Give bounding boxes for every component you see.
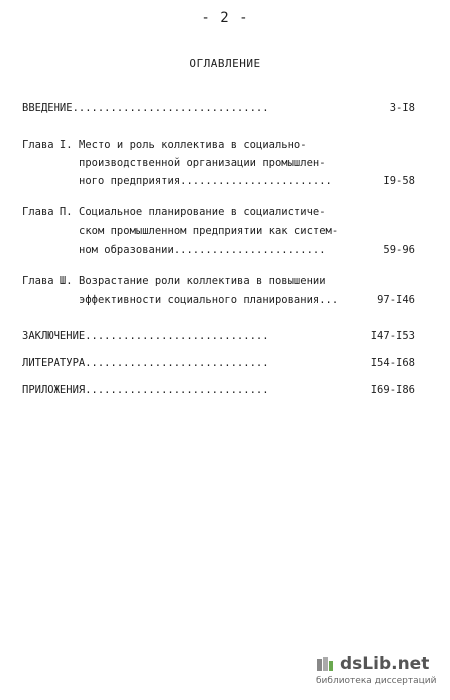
toc-entry-pages: 59-96 [383, 244, 415, 256]
toc-entry-chapter-2-line-3 [22, 240, 427, 260]
toc-entry-label: ного предприятия........................ [79, 175, 332, 187]
toc-entry-label: ном образовании........................ [79, 244, 326, 256]
toc-entry-chapter-2-line-1 [22, 202, 427, 222]
chapter-prefix: Глава П. [22, 206, 73, 218]
toc-entry-appendices [22, 380, 427, 400]
toc-entry-chapter-3-line-1 [22, 271, 427, 291]
toc-entry-chapter-1-line-3 [22, 171, 427, 191]
toc-entry-chapter-1-line-1 [22, 135, 427, 155]
dslib-logo-icon [316, 656, 334, 674]
toc-entry-pages: 97-I46 [377, 294, 415, 306]
toc-entry-pages: I54-I68 [370, 357, 415, 369]
toc-entry-pages: 3-I8 [389, 102, 415, 114]
toc-entry-label: ском промышленном предприятии как систем- [79, 225, 339, 237]
toc-entry-label: ЗАКЛЮЧЕНИЕ............................. [22, 330, 269, 342]
toc-entry-conclusion [22, 326, 427, 346]
dslib-watermark[interactable] [316, 654, 436, 690]
toc-entry-label: Место и роль коллектива в социально- [79, 139, 307, 151]
dslib-subtitle: библиотека диссертаций [316, 676, 437, 686]
toc-entry-label: Возрастание роли коллектива в повышении [79, 275, 326, 287]
toc-entry-label: ПРИЛОЖЕНИЯ............................. [22, 384, 269, 396]
chapter-prefix: Глава I. [22, 139, 73, 151]
toc-entry-pages: I69-I86 [370, 384, 415, 396]
toc-entry-label: производственной организации промышлен- [79, 157, 326, 169]
toc-entry-bibliography [22, 353, 427, 373]
toc-entry-chapter-2-line-2 [22, 221, 427, 241]
chapter-prefix: Глава Ш. [22, 275, 73, 287]
toc-entry-chapter-3-line-2 [22, 290, 427, 310]
page-number: - 2 - [201, 10, 249, 26]
toc-entry-introduction [22, 98, 427, 118]
toc-entry-chapter-1-line-2 [22, 153, 427, 173]
dslib-logo-text: dsLib.net [340, 654, 430, 674]
toc-entry-label: ЛИТЕРАТУРА............................. [22, 357, 269, 369]
toc-title: ОГЛАВЛЕНИЕ [189, 57, 261, 70]
toc-entry-label: эффективности социального планирования... [79, 294, 339, 306]
toc-entry-label: Социальное планирование в социалистиче- [79, 206, 326, 218]
toc-entry-pages: I47-I53 [370, 330, 415, 342]
toc-entry-pages: I9-58 [383, 175, 415, 187]
toc-entry-label: ВВЕДЕНИЕ............................... [22, 102, 269, 114]
